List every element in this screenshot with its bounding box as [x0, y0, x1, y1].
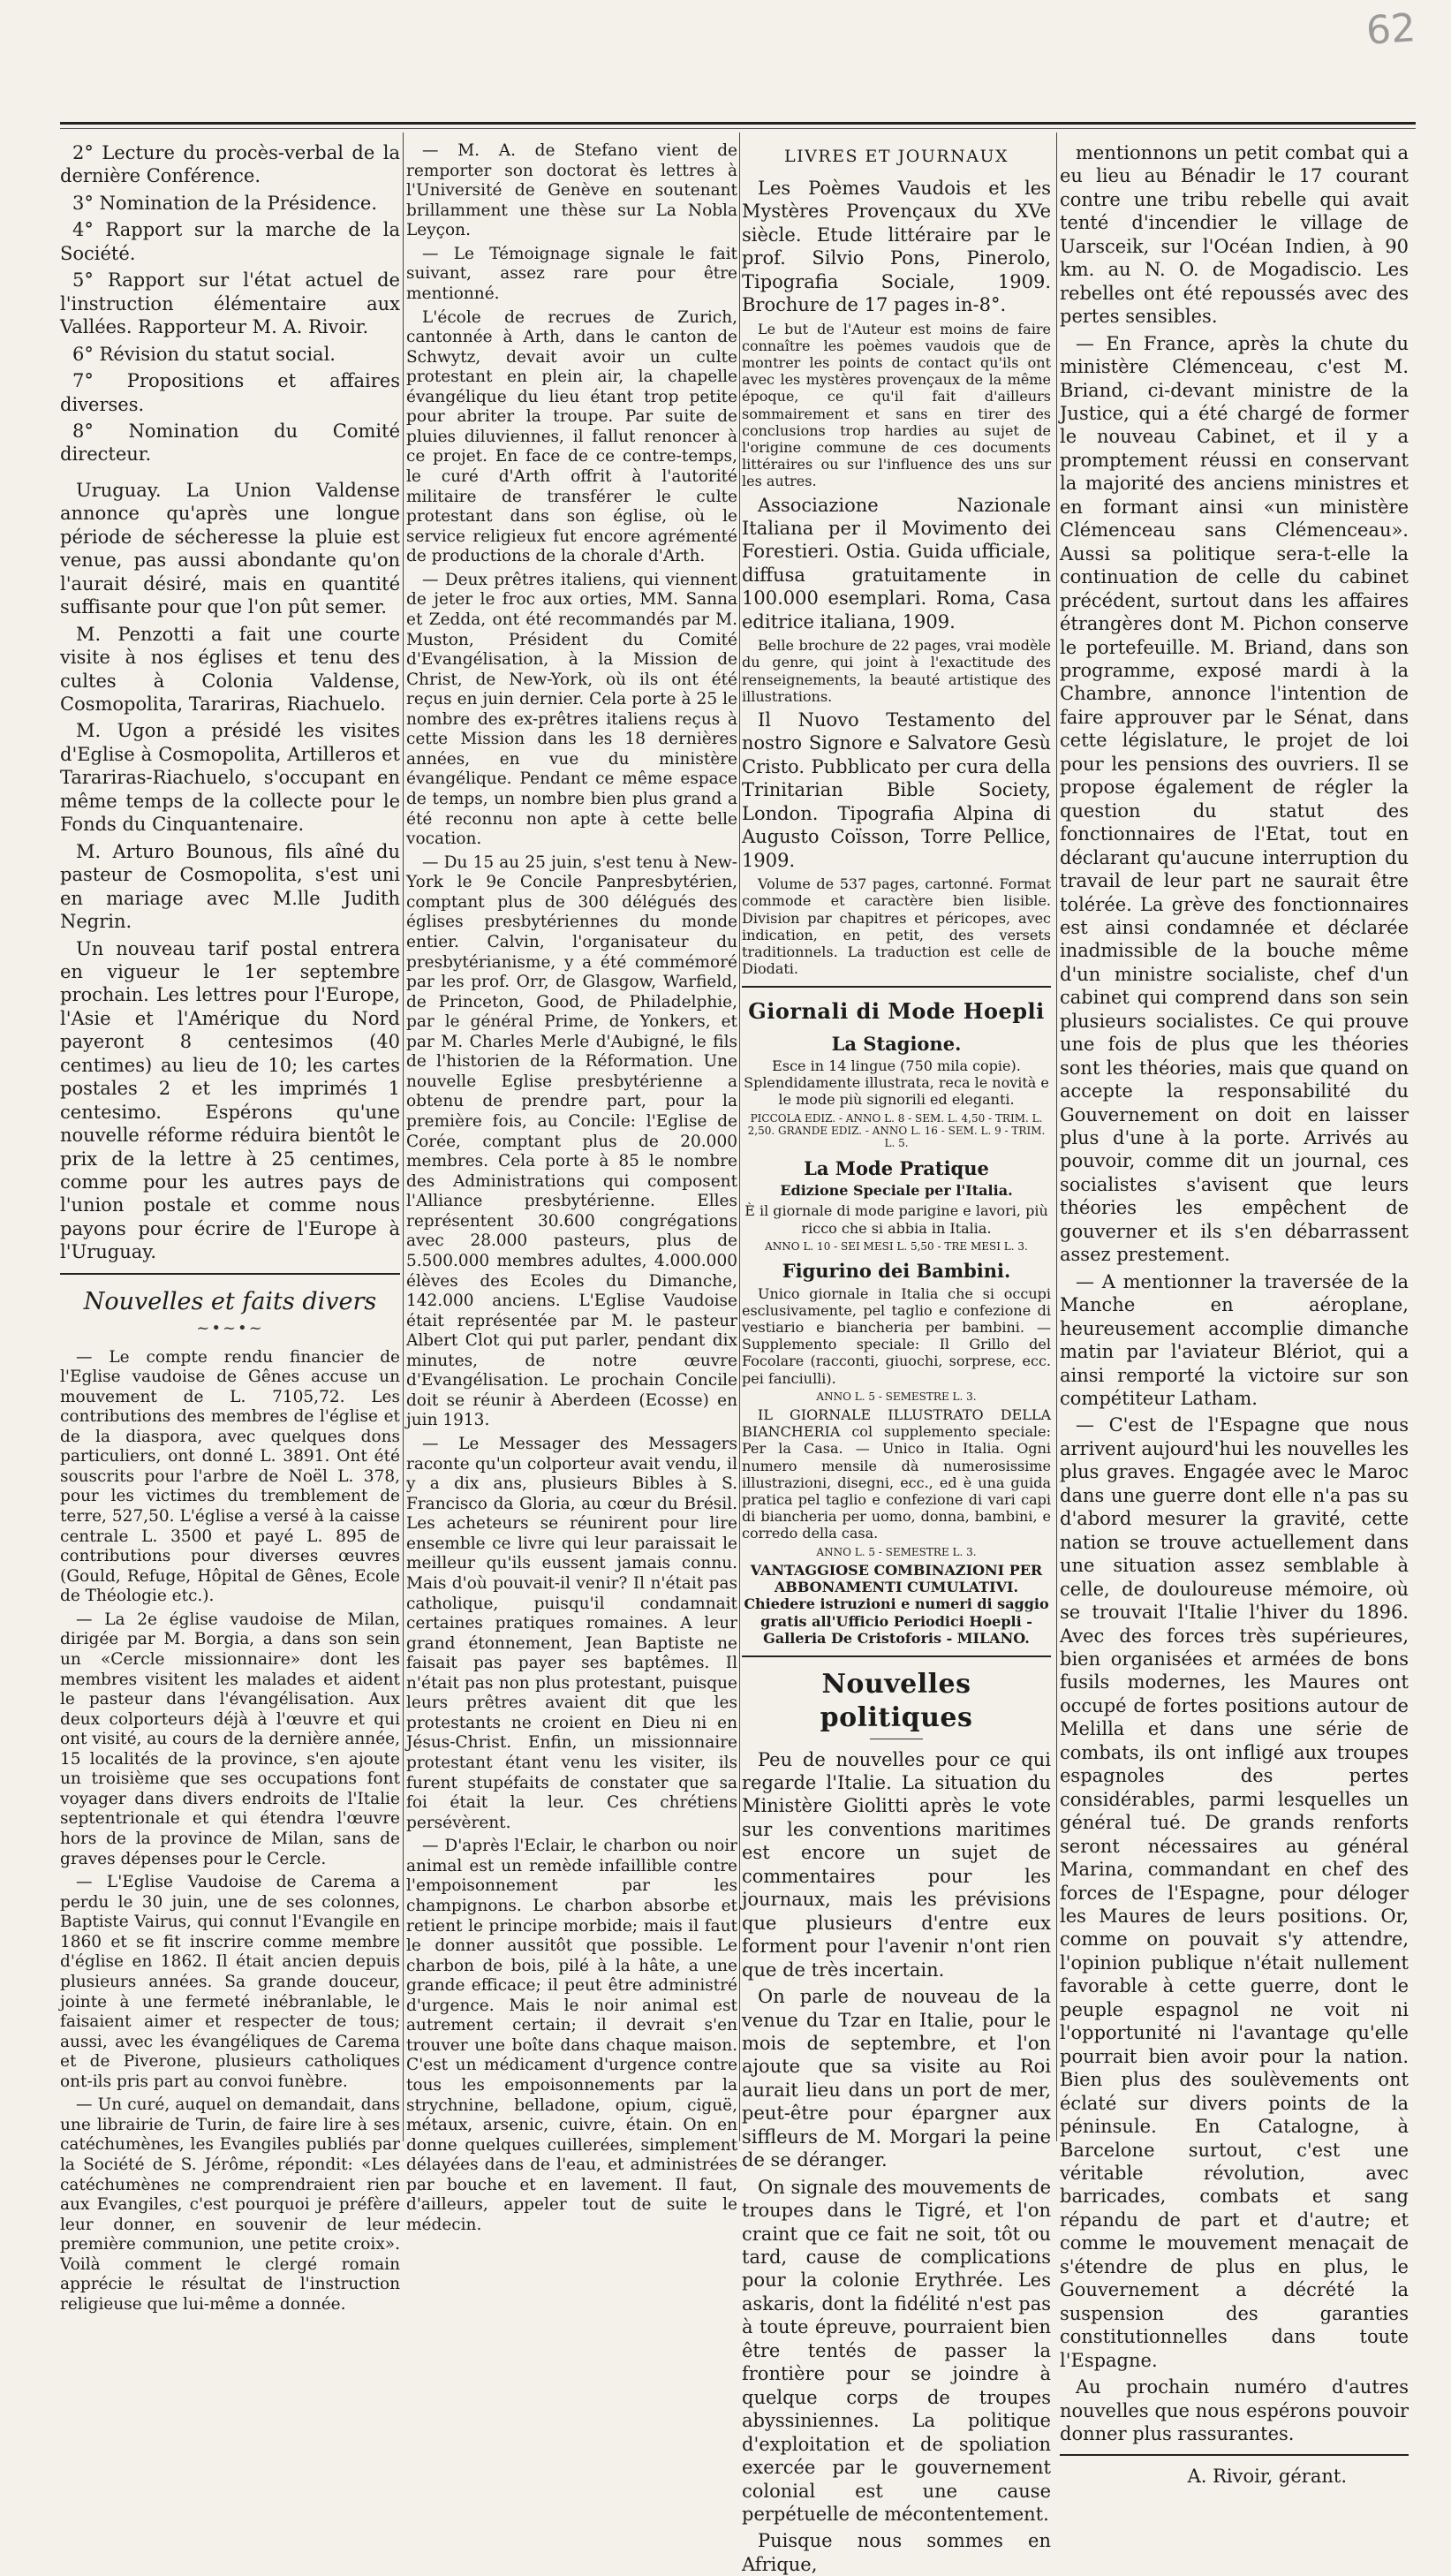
news-paragraph: — Du 15 au 25 juin, s'est tenu à New-York le 9e Concile Panpresbytérien, comptant plus de 300 délégués des églises presbytériennes du monde entier. Calvin, l'organisateur du presbytérianisme, y a été commémoré par les prof. Orr, de Glasgow, Warfield, de Princeton, Good, de Philadelphie, par le général Prime, de Yonkers, et par M. Charles Merle d'Aubigné, le fils de l'historien de la Réformation. Une nouvelle Eglise presbytérienne a obtenu de prendre part, pour la première fois, au Concile: l'Eglise de Corée, comptant plus de 20.000 membres. Cela porte à 85 le nombre des Administrations qui composent l'Alliance presbytérienne. Elles représentent 30.600 congrégations avec 28.000 pasteurs, plus de 5.500.000 membres adultes, 4.000.000 élèves des Ecoles du Dimanche, 142.000 anciens. L'Eglise Vaudoise était représentée par M. le pasteur Albert Clot qui put parler, pendant dix minutes, de notre œuvre d'Evangélisation. Le prochain Concile doit se réunir à Aberdeen (Ecosse) en juin 1913.: [406, 852, 737, 1430]
news-paragraph: — Deux prêtres italiens, qui viennent de jeter le froc aux orties, MM. Sanna et Zedda, ont été recommandés par M. Muston, Président du Comité d'Evangélisation, à la Mission de Christ, de New-York, où ils ont été reçus en juin dernier. Cela porte à 25 le nombre des ex-prêtres italiens reçus à cette Mission dans les 18 dernières années, en vue du ministère évangélique. Pendant ce même espace de temps, un nombre bien plus grand a été reconnu non apte à cette belle vocation.: [406, 570, 737, 849]
politics-paragraph: On signale des mouvements de troupes dans le Tigré, et l'on craint que ce fait ne soit, tôt ou tard, cause de complications pour la colonie Erythrée. Les askaris, dont la fidélité n'est pas à toute épreuve, pourraient bien être tentés de passer la frontière pour se joindre à quelque corps de troupes abyssiniennes. La politique d'exploitation et de spoliation exercée par le gouvernement colonial est une cause perpétuelle de mécontentement.: [742, 2176, 1051, 2526]
signature: A. Rivoir, gérant.: [1187, 2466, 1347, 2488]
ad-mode-prices: ANNO L. 10 - SEI MESI L. 5,50 - TRE MESI L. 3.: [765, 1239, 1028, 1253]
agenda-item: 2° Lecture du procès-verbal de la dernière Conférence.: [60, 142, 400, 187]
agenda-item: 7° Propositions et affaires diverses.: [60, 370, 400, 415]
ad-mode-text: È il giornale di mode parigine e lavori, più ricco che si abbia in Italia.: [744, 1202, 1048, 1237]
section-title-politics: Nouvelles politiques: [820, 1668, 973, 1733]
politics-paragraph: On parle de nouveau de la venue du Tzar en Italie, pour le mois de septembre, et l'on ajoute que sa visite au Roi aurait lieu dans un port de mer, peut-être pour épargner aux siffleurs de M. Morgari la peine de se déranger.: [742, 1986, 1051, 2171]
book-review: Le but de l'Auteur est moins de faire connaître les poèmes vaudois que de montrer les points de contact qu'ils ont avec les mystères provençaux de la même époque, ce qu'il fait d'ailleurs sommairement et sans en tirer des conclusions trop hardies au sujet de l'origine commune de ces documents littéraires ou sur l'influence des uns sur les autres.: [742, 320, 1051, 490]
section-title-news: Nouvelles et faits divers: [83, 1287, 377, 1315]
ad-mode-sub: Edizione Speciale per l'Italia.: [780, 1182, 1013, 1200]
column-3: [742, 141, 1051, 2575]
ad-biancheria-text: IL GIORNALE ILLUSTRATO DELLA BIANCHERIA col supplemento speciale: Per la Casa. — Unico in Italia. Ogni numero mensile dà numerosissime illustrazioni, disegni, ecc., ed è una guida pratica pel taglio e confezione di vari capi di biancheria per uomo, donna, bambini, e corredo della casa.: [742, 1406, 1051, 1542]
column-2: [406, 141, 737, 2234]
news-paragraph: — Le compte rendu financier de l'Eglise vaudoise de Gênes accuse un mouvement de L. 7105,72. Les contributions des membres de l'église et de la diaspora, avec quelques dons particuliers, ont donné L. 3891. Ont été souscrits pour l'arbre de Noël L. 378, pour les victimes du tremblement de terre, 527,50. L'église a versé à la caisse centrale L. 3500 et payé L. 895 de contributions pour diverses œuvres (Gould, Refuge, Hôpital de Gênes, Ecole de Théologie etc.).: [60, 1347, 400, 1606]
politics-paragraph: — En France, après la chute du ministère Clémenceau, c'est M. Briand, ci-devant ministre de la Justice, qui a été chargé de former le nouveau Cabinet, et il y a promptement réussi en conservant la majorité des anciens ministres et en formant ainsi «un ministère Clémenceau sans Clémenceau». Aussi sa politique sera-t-elle la continuation de celle du cabinet précédent, surtout dans les affaires étrangères dont M. Pichon conserve le portefeuille. M. Briand, dans son programme, exposé mardi à la Chambre, annonce l'intention de faire approuver par le Sénat, dans cette législature, le projet de loi pour les pensions des ouvriers. Il se propose également de régler la question du statut des fonctionnaires de l'Etat, tout en déclarant qu'aucune interruption du travail de leur part ne saurait être tolérée. La grève des fonctionnaires est ainsi condamnée et déclarée inadmissible de la bouche même d'un ministre socialiste, chef d'un cabinet qui comprend dans son sein plusieurs socialistes. Ce qui prouve une fois de plus que les théories sont les théories, mais que quand on accepte la responsabilité du Gouvernement on doit en laisser plus d'une à la porte. Arrivés au pouvoir, comme dit un journal, ces socialistes s'avisent que leurs théories les empêchent de gouverner et ils s'en débarrassent assez prestement.: [1060, 332, 1409, 1266]
column-4: [1060, 141, 1409, 2488]
section-title-books: LIVRES ET JOURNAUX: [783, 147, 1009, 166]
page-number: 62: [1364, 5, 1417, 54]
politics-paragraph: — C'est de l'Espagne que nous arrivent aujourd'hui les nouvelles les plus graves. Engagée avec le Maroc dans une guerre dont elle n'a pas su d'abord mesurer la gravité, cette nation se trouve actuellement dans une situation assez semblable à celle, de douloureuse mémoire, où se trouvait l'Italie l'hiver du 1896. Avec des forces très supérieures, bien organisées et armées de bons fusils modernes, les Maures ont occupé de fortes positions autour de Melilla et dans une série de combats, ils ont infligé aux troupes espagnoles des pertes considérables, parmi lesquelles un général tué. De grands renforts seront nécessaires au général Marina, commandant en chef des forces de l'Espagne, pour déloger les Maures de leurs positions. Or, comme on pouvait s'y attendre, l'opinion publique n'était nullement favorable à cette guerre, dont le peuple espagnol ne voit ni l'opportunité ni l'avantage qu'elle pourrait bien avoir pour la nation. Bien plus des soulèvements ont éclaté sur divers points de la péninsule. En Catalogne, à Barcelone surtout, c'est une véritable révolution, avec barricades, combats et sang répandu de part et d'autre; et comme le mouvement menaçait de s'étendre de plus en plus, le Gouvernement a décrété la suspension des garanties constitutionnelles dans toute l'Espagne.: [1060, 1414, 1409, 2371]
ad-footer: VANTAGGIOSE COMBINAZIONI PER ABBONAMENTI CUMULATIVI. Chiedere istruzioni e numeri di saggio gratis all'Ufficio Periodici Hoepli - Galleria De Cristoforis - MILANO.: [744, 1561, 1049, 1647]
book-review: Volume de 537 pages, cartonné. Format commode et caractère bien lisible. Division par chapitres et péricopes, avec indication, en petit, des versets traditionnels. La traduction est celle de Diodati.: [742, 875, 1051, 978]
column-1: [60, 141, 400, 2314]
ad-figurino-text: Unico giornale in Italia che si occupi esclusivamente, pel taglio e confezione di vestiario e biancheria per bambini. — Supplemento speciale: Il Grillo del Focolare (racconti, giuochi, sorprese, ecc. pei fanciulli).: [742, 1284, 1051, 1387]
politics-paragraph: Peu de nouvelles pour ce qui regarde l'Italie. La situation du Ministère Giolitti après le vote sur les conventions maritimes est encore un sujet de commentaires pour les journaux, mais les prévisions que plusieurs d'entre eux forment pour l'avenir n'ont rien que de très incertain.: [742, 1748, 1051, 1981]
column-divider: [739, 133, 740, 2141]
book-entry: Associazione Nazionale Italiana per il Movimento dei Forestieri. Ostia. Guida ufficiale, diffusa gratuitamente in 100.000 esemplari. Roma, Casa editrice italiana, 1909.: [742, 494, 1051, 633]
book-review: Belle brochure de 22 pages, vrai modèle du genre, qui joint à l'exactitude des renseignements, la beauté artistique des illustrations.: [742, 637, 1051, 705]
politics-paragraph: mentionnons un petit combat qui a eu lieu au Bénadir le 17 courant contre une tribu rebelle qui avait tenté d'incendier le village de Uarsceik, sur l'Océan Indien, à 90 km. au N. O. de Mogadiscio. Les rebelles ont été repoussés avec des pertes sensibles.: [1060, 142, 1409, 328]
news-paragraph: — M. A. de Stefano vient de remporter son doctorat ès lettres à l'Université de Genève en soutenant brillamment une thèse sur La Nobla Leyçon.: [406, 141, 737, 240]
agenda-list: [60, 141, 400, 466]
agenda-item: 4° Rapport sur la marche de la Société.: [60, 219, 400, 264]
politics-paragraph: Au prochain numéro d'autres nouvelles que nous espérons pouvoir donner plus rassurantes.: [1060, 2376, 1409, 2444]
ad-stagione-title: La Stagione.: [831, 1032, 962, 1055]
uruguay-paragraph: M. Arturo Bounous, fils aîné du pasteur de Cosmopolita, s'est uni en mariage avec M.lle Judith Negrin.: [60, 840, 400, 933]
column-divider: [403, 133, 404, 2141]
agenda-item: 5° Rapport sur l'état actuel de l'instruction élémentaire aux Vallées. Rapporteur M. A. Rivoir.: [60, 269, 400, 338]
news-paragraph: — Un curé, auquel on demandait, dans une librairie de Turin, de faire lire à ses catéchumènes, les Evangiles publiés par la Société de S. Jérôme, répondit: «Les catéchumènes ne comprendraient rien aux Evangiles, c'est pourquoi je préfère leur donner, en souvenir de leur première communion, une petite croix». Voilà comment le clergé romain apprécie le résultat de l'instruction religieuse que lui-même a donnée.: [60, 2095, 400, 2314]
politics-paragraph: Puisque nous sommes en Afrique,: [742, 2530, 1051, 2575]
ad-figurino-prices: ANNO L. 5 - SEMESTRE L. 3.: [816, 1390, 977, 1403]
news-paragraph: — La 2e église vaudoise de Milan, dirigée par M. Borgia, a dans son sein un «Cercle missionnaire» dont les membres visitent les malades et aident le pasteur dans l'évangélisation. Aux deux colporteurs déjà à l'œuvre et qui ont visité, au cours de la dernière année, 15 localités de la province, s'en ajoute un troisième que ses occupations font voyager dans divers endroits de l'Italie septentrionale et qui étendra l'œuvre hors de la province de Milan, sans de graves dépenses pour le Cercle.: [60, 1610, 400, 1868]
uruguay-paragraph: Uruguay. La Union Valdense annonce qu'après une longue période de sécheresse la pluie est venue, pas aussi abondante qu'on l'aurait désiré, mais en quantité suffisante pour que l'on pût semer.: [60, 479, 400, 618]
flourish-ornament: ~•~•~: [196, 1318, 264, 1337]
uruguay-paragraph: M. Penzotti a fait une courte visite à nos églises et tenu des cultes à Colonia Valdense, Cosmopolita, Tarariras, Riachuelo.: [60, 623, 400, 715]
ad-figurino-title: Figurino dei Bambini.: [782, 1260, 1011, 1283]
news-paragraph: — Le Témoignage signale le fait suivant, assez rare pour être mentionné.: [406, 244, 737, 303]
agenda-item: 6° Révision du statut social.: [72, 343, 336, 365]
ad-title: Giornali di Mode Hoepli: [748, 998, 1045, 1025]
ad-stagione-text: Esce in 14 lingue (750 mila copie). Splendidamente illustrata, reca le novità e le mode più signorili ed eleganti.: [744, 1057, 1049, 1109]
book-entry: Il Nuovo Testamento del nostro Signore e Salvatore Gesù Cristo. Pubblicato per cura della Trinitarian Bible Society, London. Tipografia Alpina di Augusto Coïsson, Torre Pellice, 1909.: [742, 709, 1051, 871]
politics-paragraph: — A mentionner la traversée de la Manche en aéroplane, heureusement accomplie dimanche matin par l'aviateur Blériot, qui a ainsi remporté la victoire sur son compétiteur Latham.: [1060, 1270, 1409, 1410]
ad-biancheria-prices: ANNO L. 5 - SEMESTRE L. 3.: [816, 1545, 977, 1558]
book-entry: Les Poèmes Vaudois et les Mystères Provençaux du XVe siècle. Etude littéraire par le prof. Silvio Pons, Pinerolo, Tipografia Sociale, 1909. Brochure de 17 pages in-8°.: [742, 177, 1051, 316]
news-paragraph: — L'Eglise Vaudoise de Carema a perdu le 30 juin, une de ses colonnes, Baptiste Vairus, qui connut l'Evangile en 1860 et se fit inscrire comme membre d'église en 1862. Il était ancien depuis plusieurs années. Sa grande douceur, jointe à une fermeté inébranlable, le faisaient aimer et respecter de tous; aussi, avec les évangéliques de Carema et de Piverone, plusieurs catholiques ont-ils pris part au convoi funèbre.: [60, 1873, 400, 2091]
ad-mode-title: La Mode Pratique: [804, 1156, 989, 1179]
uruguay-paragraph: Un nouveau tarif postal entrera en vigueur le 1er septembre prochain. Les lettres pour l'Europe, l'Asie et l'Amérique du Nord payeront 8 centesimos (40 centimes) au lieu de 10; les cartes postales 2 et les imprimés 1 centesimo. Espérons qu'une nouvelle réforme réduira bientôt le prix de la lettre à 25 centimes, comme pour les autres pays de l'union postale et comme nous payons pour écrire de l'Europe à l'Uruguay.: [60, 937, 400, 1263]
news-paragraph: L'école de recrues de Zurich, cantonnée à Arth, dans le canton de Schwytz, devait avoir un culte protestant en plein air, la chapelle évangélique du lieu étant trop petite pour abriter la troupe. Par suite de pluies diluviennes, il fallut renoncer à ce projet. En face de ce contre-temps, le curé d'Arth offrit à l'autorité militaire de transférer le culte protestant dans son église, où le service religieux fut encore agrémenté de productions de la chorale d'Arth.: [406, 307, 737, 566]
news-paragraph: — Le Messager des Messagers raconte qu'un colporteur avait vendu, il y a dix ans, plusieurs Bibles à S. Francisco da Gloria, au cœur du Brésil. Les acheteurs se réunirent pour lire ensemble ce livre qui leur paraissait le meilleur qu'ils eussent jamais connu. Mais d'où pouvait-il venir? Il n'était pas catholique, puisqu'il condamnait certaines pratiques romaines. A leur grand étonnement, Jean Baptiste ne faisait pas payer ses baptêmes. Il n'était pas non plus protestant, puisque leurs prêtres avaient dit que les protestants ne croient en Dieu ni en Jésus-Christ. Enfin, un missionnaire protestant étant venu les visiter, ils furent stupéfaits de constater que sa foi était la leur. Ces chrétiens persévèrent.: [406, 1435, 737, 1832]
section-rule: [742, 1655, 1051, 1657]
news-paragraph: — D'après l'Eclair, le charbon ou noir animal est un remède infaillible contre l'empoisonnement par les champignons. Le charbon absorbe et retient le principe morbide; mais il faut le donner aussitôt que possible. Le charbon de bois, pilé à la hâte, a une grande efficace; il peut être administré d'urgence. Mais le noir animal est autrement certain; il devrait s'en trouver une boîte dans chaque maison. C'est un médicament d'urgence contre tous les empoisonnements par la strychnine, belladone, opium, ciguë, métaux, arsenic, cuivre, étain. On en donne quelques cuillerées, simplement délayées dans de l'eau, et administrées par bouche et en lavement. Il faut, d'ailleurs, appeler tout de suite le médecin.: [406, 1837, 737, 2234]
column-divider: [1056, 133, 1057, 2141]
section-rule: [60, 1273, 400, 1275]
section-rule: [742, 986, 1051, 988]
ad-stagione-prices: PICCOLA EDIZ. - ANNO L. 8 - SEM. L. 4,50 - TRIM. L. 2,50. GRANDE EDIZ. - ANNO L. 16 - SEM. L. 9 - TRIM. L. 5.: [747, 1111, 1046, 1150]
section-rule: [1060, 2454, 1409, 2456]
uruguay-paragraph: M. Ugon a présidé les visites d'Eglise à Cosmopolita, Artilleros et Tarariras-Riachuelo, s'occupant en même temps de la collecte pour le Fonds du Cinquantenaire.: [60, 720, 400, 836]
agenda-item: 3° Nomination de la Présidence.: [72, 192, 378, 214]
top-rule: [60, 122, 1416, 129]
agenda-item: 8° Nomination du Comité directeur.: [60, 420, 400, 466]
